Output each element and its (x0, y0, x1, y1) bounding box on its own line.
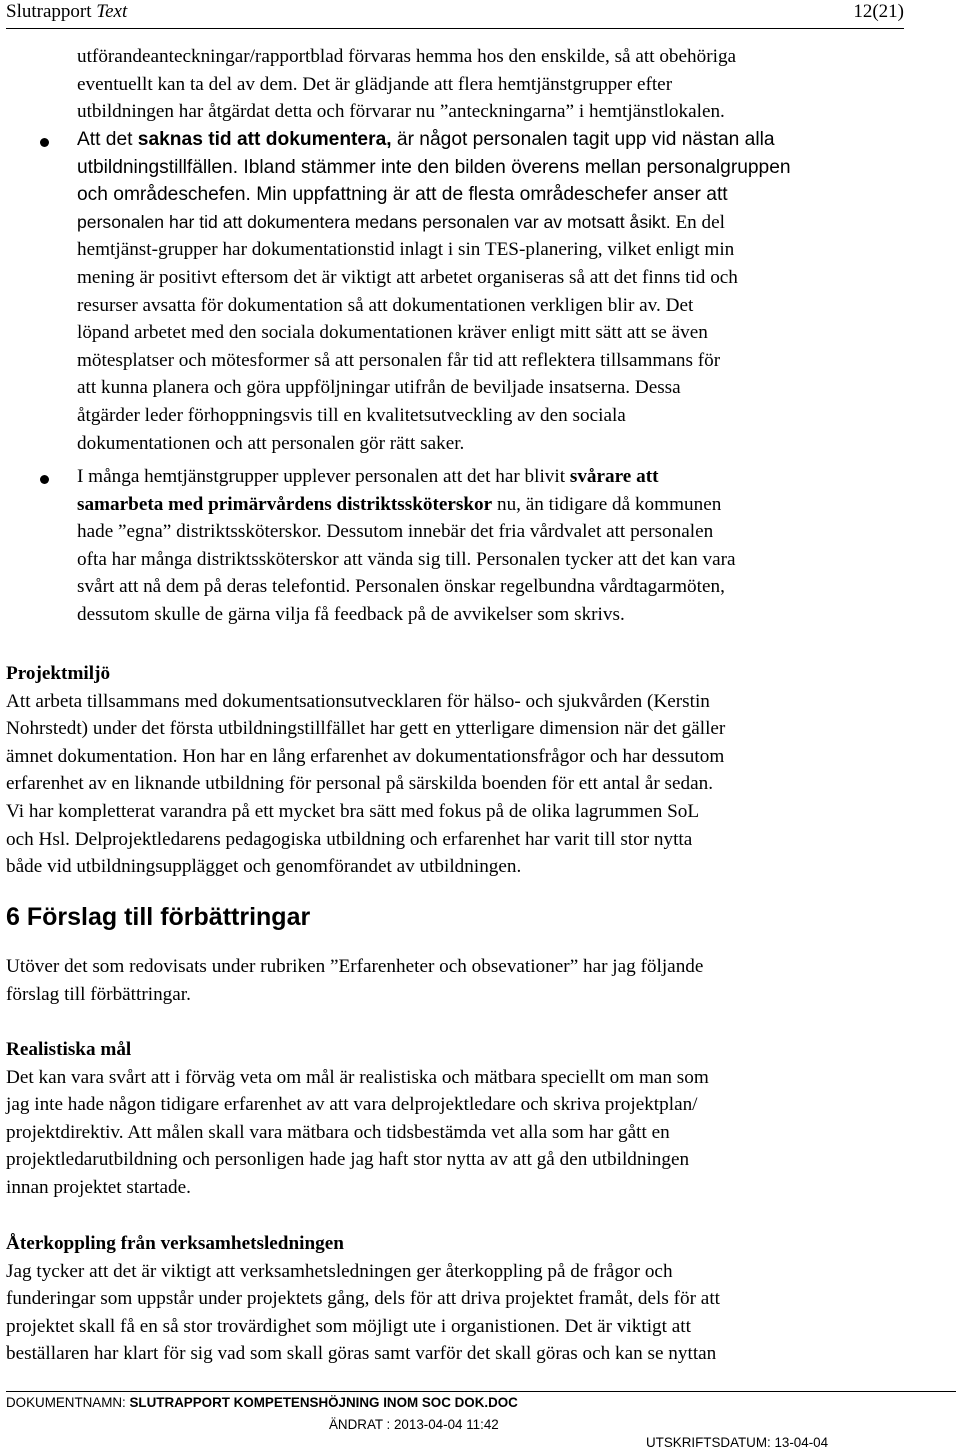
section-aterkoppling: Återkoppling från verksamhetsledningen Jag tycker att det är viktigt att verksamhetsledningen ger återkoppling på de frågor och funderingar som uppstår under projektets gång, dels för att driva projektet framåt, dels för att projektet skall få en så stor trovärdighet som möjligt ute i organistionen. Det är viktigt att beställaren har klart för sig vad som skall göras samt varför det skall göras och kan se nyttan (6, 1230, 720, 1368)
footer-changed-date: ÄNDRAT : 2013-04-04 11:42 (329, 1417, 499, 1432)
footer-print-date: UTSKRIFTSDATUM: 13-04-04 (646, 1435, 829, 1450)
bullet-item-cooperation: I många hemtjänstgrupper upplever personalen att det har blivit svårare att samarbeta med primärvårdens distriktssköterskor nu, än tidigare då kommunen hade ”egna” distriktssköterskor. Dessutom innebär det fria vårdvalet att personalen ofta har många distriktssköterskor att vända sig till. Personalen tycker att det kan vara svårt att nå dem på deras telefontid. Personalen önskar regelbundna vårdtagarmöten, dessutom skulle de gärna vilja få feedback på de avvikelser som skrivs. (77, 466, 736, 625)
header-title: Slutrapport Text (6, 1, 128, 22)
page-header (6, 0, 904, 29)
section6-intro: Utöver det som redovisats under rubriken ”Erfarenheter och obsevationer” har jag följande förslag till förbättringar. (6, 956, 704, 1005)
section-realistiska-mal: Realistiska mål Det kan vara svårt att i förväg veta om mål är realistiska och mätbara speciellt om man som jag inte hade någon tidigare erfarenhet av att vara delprojektledare och skriva projektplan/ projektdirektiv. Att målen skall vara mätbara och tidsbestämda vet alla som har gått en projektledarutbildning och personligen hade jag haft stor nytta av att gå den utbildningen innan projektet startade. (6, 1036, 709, 1202)
bullet-item-time-to-document: Att det saknas tid att dokumentera, är något personalen tagit upp vid nästan alla utbildningstillfällen. Ibland stämmer inte den bilden överens mellan personalgruppen och områdeschefen. Min uppfattning är att de flesta områdeschefer anser att personalen har tid att dokumentera medans personalen var av motsatt åsikt. En del hemtjänst-grupper har dokumentationstid inlagt i sin TES-planering, vilket enligt min mening är positivt eftersom det är viktigt att arbetet organiseras så att det finns tid och resurser avsatta för dokumentation så att dokumentationen verkligen blir av. Det löpand arbetet med den sociala dokumentationen kräver enligt mitt sätt att se även mötesplatser och mötesformer så att personalen får tid att reflektera tillsammans för att kunna planera och göra uppföljningar utifrån de beviljade insatserna. Dessa åtgärder leder förhoppningsvis till en kvalitetsutveckling av den sociala dokumentationen och att personalen gör rätt saker. (77, 129, 791, 454)
continued-paragraph: utförandeanteckningar/rapportblad förvaras hemma hos den enskilde, så att obehöriga eventuellt kan ta del av dem. Det är glädjande att flera hemtjänstgrupper efter utbildningen har åtgärdat detta och förvarar nu ”anteckningarna” i hemtjänstlokalen. (77, 46, 737, 123)
bullet-icon (40, 138, 49, 147)
section-heading: Projektmiljö (6, 663, 111, 684)
section-heading: Återkoppling från verksamhetsledningen (6, 1233, 344, 1254)
section-heading: Realistiska mål (6, 1039, 132, 1060)
page-footer (6, 1391, 956, 1450)
header-page-number: 12(21) (853, 1, 904, 22)
section-projektmiljo: Projektmiljö Att arbeta tillsammans med dokumentsationsutvecklaren för hälso- och sjukvården (Kerstin Nohrstedt) under det första utbildningstillfället har gett en ytterligare dimension när det gäller ämnet dokumentation. Hon har en lång erfarenhet av dokumentationsfrågor och har dessutom erfarenhet av en liknande utbildning för personal på särskilda boenden för ett antal år sedan. Vi har kompletterat varandra på ett mycket bra sätt med fokus på de olika lagrummen SoL och Hsl. Delprojektledarens pedagogiska utbildning och erfarenhet har varit till stor nytta både vid utbildningsupplägget och genomförandet av utbildningen. (6, 660, 725, 881)
bullet-icon (40, 475, 49, 484)
chapter-heading: 6 Förslag till förbättringar (6, 903, 311, 931)
footer-document-name: DOKUMENTNAMN: SLUTRAPPORT KOMPETENSHÖJNING INOM SOC DOK.DOC (6, 1395, 518, 1410)
